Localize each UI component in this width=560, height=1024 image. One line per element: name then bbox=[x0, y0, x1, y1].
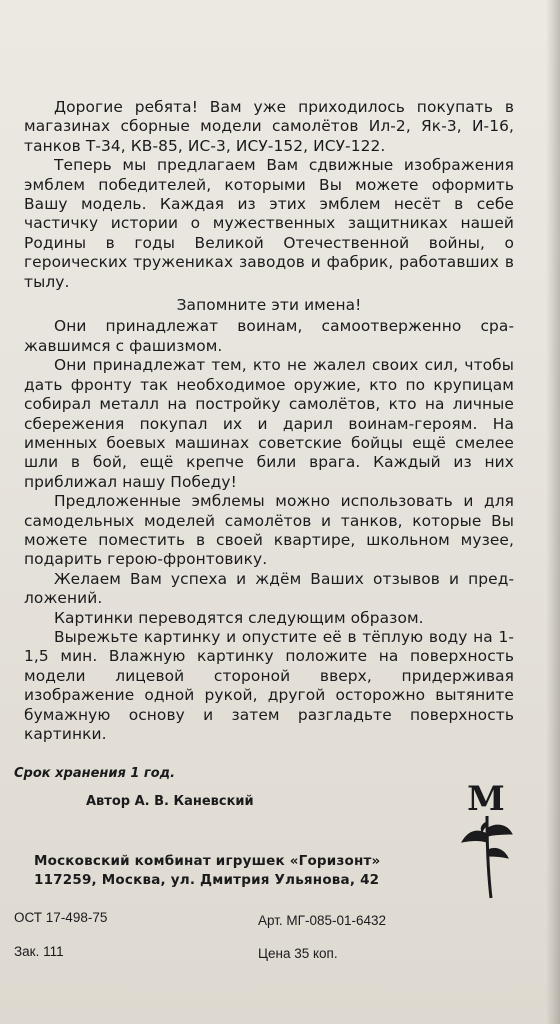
paragraph-contributors: Они принадлежат тем, кто не жалел своих сил, чтобы дать фронту так необходимое оружие, кто по крупицам собирал металл на постройку самолётов, кто на личные сбережения покупал их и дарил воинам-героям. На именных боевых машинах советские бойцы ещё смелее шли в бой, ещё крепче били врага. Каждый из них приближал нашу Победу! bbox=[24, 356, 514, 491]
storage-note: Срок хранения 1 год. bbox=[14, 766, 176, 781]
paper-edge-shadow bbox=[546, 0, 560, 1024]
paragraph-offer: Теперь мы предлагаем Вам сдвижные изображения эмблем победителей, которыми Вы можете оформить Вашу модель. Каждая из этих эмблем несёт в себе частичку истории о мужественных защитниках нашей Родины в годы Великой Отечественной войны, о героических тружениках заводов и фабрик, работавших в тылу. bbox=[24, 156, 514, 291]
paragraph-wishes: Желаем Вам успеха и ждём Ваших отзывов и предложений. bbox=[24, 569, 514, 608]
manufacturer-block bbox=[34, 852, 380, 890]
letter-body bbox=[24, 98, 514, 744]
price-label: Цена 35 коп. bbox=[258, 946, 338, 961]
paragraph-instructions: Вырежьте картинку и опустите её в тёплую воду на 1-1,5 мин. Влажную картинку положите на поверхность модели лицевой стороной вверх, придерживая изображение одной рукой, другой осторожно вытяните бумажную основу и затем разгладьте поверхность картинки. bbox=[24, 627, 514, 743]
article-number: Арт. МГ-085-01-6432 bbox=[258, 913, 387, 928]
paragraph-greeting: Дорогие ребята! Вам уже приходилось покупать в магазинах сборные модели самолётов Ил-2, Як-3, И-16, танков Т-34, КВ-85, ИС-3, ИСУ-152, ИСУ-122. bbox=[24, 98, 514, 155]
logo-letter: М bbox=[467, 784, 505, 819]
author-credit: Автор А. В. Каневский bbox=[86, 794, 254, 809]
paragraph-usage: Предложенные эмблемы можно использовать и для самодельных моделей самолётов и танков, которые Вы можете поместить в своей квартире, школьном музее, подарить герою-фронтовику. bbox=[24, 492, 514, 569]
order-number: Зак. 111 bbox=[14, 944, 64, 959]
manufacturer-name: Московский комбинат игрушек «Горизонт» bbox=[34, 853, 381, 869]
paragraph-warriors: Они принадлежат воинам, самоотверженно сражавшимся с фашизмом. bbox=[24, 317, 514, 355]
paragraph-remember-names: Запомните эти имена! bbox=[176, 296, 362, 315]
manufacturer-address: 117259, Москва, ул. Дмитрия Ульянова, 42 bbox=[34, 872, 380, 888]
gorizont-logo bbox=[454, 784, 518, 902]
flower-stem-icon bbox=[462, 816, 512, 898]
standard-code: ОСТ 17-498-75 bbox=[14, 910, 108, 925]
paragraph-transfer-heading: Картинки переводятся следующим образом. bbox=[54, 608, 424, 627]
